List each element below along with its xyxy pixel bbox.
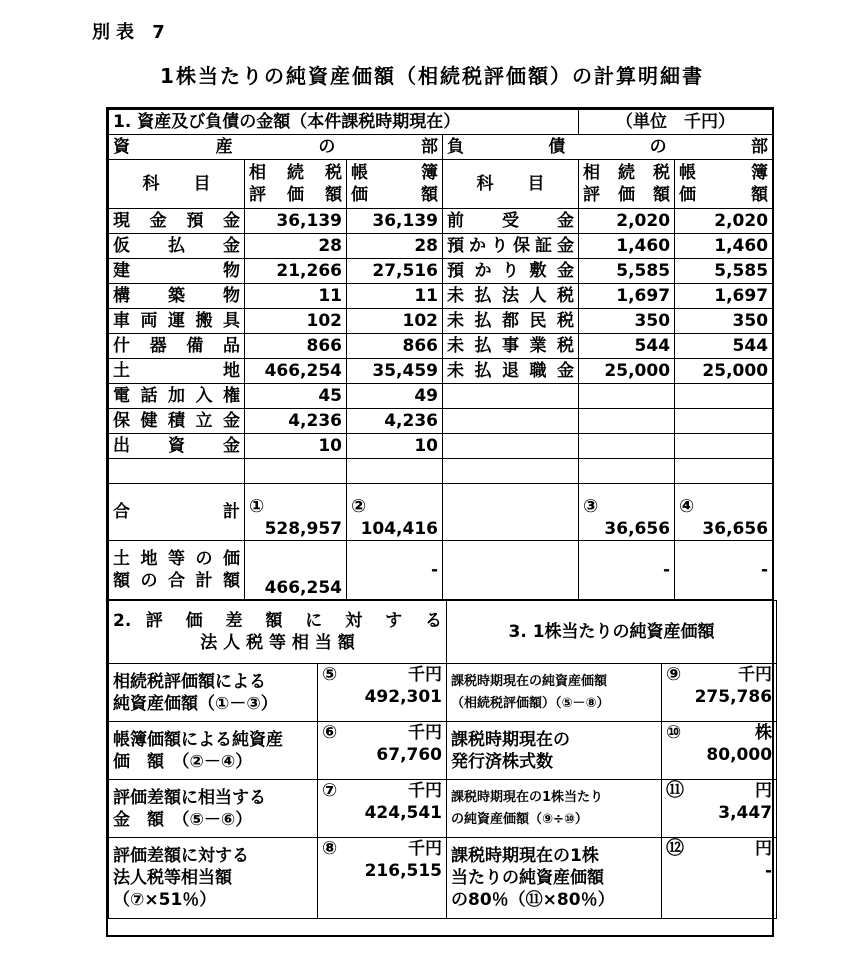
liability-book-value: 544 [675, 334, 773, 359]
unit-label: （単位 千円） [579, 110, 773, 135]
asset-tax-value: 45 [245, 384, 347, 409]
asset-tax-value: 10 [245, 434, 347, 459]
liability-name: 預かり保証金 [443, 234, 579, 259]
asset-book-value: 11 [347, 284, 443, 309]
assets-heading: 資 産 の 部 [109, 135, 443, 160]
liability-tax-value: 1,697 [579, 284, 675, 309]
asset-book-value: 35,459 [347, 359, 443, 384]
asset-name: 電話加入権 [109, 384, 245, 409]
calculation-sheet [106, 107, 774, 937]
liability-name [443, 409, 579, 434]
table-row [109, 359, 773, 384]
asset-tax-value: 36,139 [245, 209, 347, 234]
liability-name [443, 434, 579, 459]
liability-tax-value: 2,020 [579, 209, 675, 234]
asset-book-value: 866 [347, 334, 443, 359]
land-liability-book: - [675, 541, 773, 600]
sec2-row-label: 評価差額に対する 法人税等相当額 （⑦×51％） [109, 838, 318, 919]
total-asset-book-cell: ② 104,416 [347, 484, 443, 541]
liability-name: 前受金 [443, 209, 579, 234]
total-label: 合 計 [109, 484, 245, 541]
asset-tax-value: 102 [245, 309, 347, 334]
sec2-row-value: ⑤ 千円 492,301 [318, 664, 447, 722]
liability-book-value: 350 [675, 309, 773, 334]
asset-tax-value: 466,254 [245, 359, 347, 384]
sec3-row-label: 課税時期現在の1株当たり の純資産価額（⑨÷⑩） [447, 780, 662, 838]
liability-book-value: 5,585 [675, 259, 773, 284]
sec3-row-value: ⑨ 千円 275,786 [662, 664, 777, 722]
land-total-book: - [347, 541, 443, 600]
asset-tax-value-header: 相続税 評価額 [245, 160, 347, 209]
asset-book-value: 36,139 [347, 209, 443, 234]
liability-tax-value: 25,000 [579, 359, 675, 384]
table-row [109, 384, 773, 409]
valuation-table [108, 600, 777, 919]
sec2-row-label: 相続税評価額による 純資産価額（①－③） [109, 664, 318, 722]
liability-book-value [675, 459, 773, 484]
asset-book-value: 4,236 [347, 409, 443, 434]
section3-title: 3. 1株当たりの純資産価額 [447, 601, 777, 664]
liability-tax-value [579, 409, 675, 434]
liability-name: 未払退職金 [443, 359, 579, 384]
liability-name: 未払都民税 [443, 309, 579, 334]
sec3-row-value: ⑩ 株 80,000 [662, 722, 777, 780]
liability-name: 未払法人税 [443, 284, 579, 309]
sec3-row-value: ⑪ 円 3,447 [662, 780, 777, 838]
asset-name: 出資金 [109, 434, 245, 459]
liability-name [443, 459, 579, 484]
asset-name: 仮払金 [109, 234, 245, 259]
valuation-row [109, 780, 777, 838]
asset-tax-value [245, 459, 347, 484]
total-liability-book-cell: ④ 36,656 [675, 484, 773, 541]
asset-subject-header: 科 目 [109, 160, 245, 209]
asset-tax-value: 21,266 [245, 259, 347, 284]
land-liability-blank [443, 541, 579, 600]
liability-book-value: 2,020 [675, 209, 773, 234]
asset-name: 建物 [109, 259, 245, 284]
liability-name: 未払事業税 [443, 334, 579, 359]
asset-tax-value: 866 [245, 334, 347, 359]
table-row [109, 459, 773, 484]
asset-name: 什器備品 [109, 334, 245, 359]
asset-name: 現金預金 [109, 209, 245, 234]
liability-tax-value-header: 相続税 評価額 [579, 160, 675, 209]
total-asset-tax-cell: ① 528,957 [245, 484, 347, 541]
asset-name: 土地 [109, 359, 245, 384]
valuation-row [109, 664, 777, 722]
asset-book-value: 27,516 [347, 259, 443, 284]
sec3-row-label: 課税時期現在の1株 当たりの純資産価額 の80％（⑪×80％） [447, 838, 662, 919]
total-liability-tax-cell: ③ 36,656 [579, 484, 675, 541]
table-row [109, 434, 773, 459]
asset-tax-value: 11 [245, 284, 347, 309]
sec2-row-label: 帳簿価額による純資産 価 額 （②－④） [109, 722, 318, 780]
asset-tax-value: 28 [245, 234, 347, 259]
asset-book-value: 102 [347, 309, 443, 334]
sec3-row-label: 課税時期現在の 発行済株式数 [447, 722, 662, 780]
liabilities-heading: 負 債 の 部 [443, 135, 773, 160]
sec2-row-value: ⑥ 千円 67,760 [318, 722, 447, 780]
section2-title: 2. 評 価 差 額 に 対 す る 法 人 税 等 相 当 額 [109, 601, 447, 664]
table-row [109, 284, 773, 309]
asset-book-value: 10 [347, 434, 443, 459]
asset-book-value: 28 [347, 234, 443, 259]
liability-book-value [675, 434, 773, 459]
form-number-label: 別表 7 [92, 22, 171, 43]
liability-tax-value [579, 434, 675, 459]
asset-name: 車両運搬具 [109, 309, 245, 334]
sec2-row-value: ⑧ 千円 216,515 [318, 838, 447, 919]
asset-name: 保健積立金 [109, 409, 245, 434]
land-liability-tax: - [579, 541, 675, 600]
asset-tax-value: 4,236 [245, 409, 347, 434]
valuation-row [109, 838, 777, 919]
liability-tax-value: 350 [579, 309, 675, 334]
asset-name: 構築物 [109, 284, 245, 309]
total-liability-blank [443, 484, 579, 541]
liability-tax-value [579, 459, 675, 484]
liability-book-value [675, 409, 773, 434]
asset-book-value-header: 帳 簿 価 額 [347, 160, 443, 209]
sec2-row-label: 評価差額に相当する 金 額 （⑤－⑥） [109, 780, 318, 838]
liability-tax-value: 5,585 [579, 259, 675, 284]
liability-tax-value: 1,460 [579, 234, 675, 259]
table-row [109, 234, 773, 259]
assets-liabilities-table [108, 109, 773, 600]
sec3-row-value: ⑫ 円 - [662, 838, 777, 919]
land-total-tax: 466,254 [245, 541, 347, 600]
table-row [109, 309, 773, 334]
form-title: 1株当たりの純資産価額（相続税評価額）の計算明細書 [160, 64, 704, 88]
liability-book-value: 25,000 [675, 359, 773, 384]
valuation-row [109, 722, 777, 780]
sec2-row-value: ⑦ 千円 424,541 [318, 780, 447, 838]
liability-book-value [675, 384, 773, 409]
liability-book-value: 1,460 [675, 234, 773, 259]
table-row [109, 334, 773, 359]
liability-name [443, 384, 579, 409]
land-total-label: 土地等の価 額の合計額 [109, 541, 245, 600]
sec3-row-label: 課税時期現在の純資産価額 （相続税評価額）（⑤－⑧） [447, 664, 662, 722]
liability-book-value-header: 帳 簿 価 額 [675, 160, 773, 209]
asset-book-value: 49 [347, 384, 443, 409]
section1-title: 1. 資産及び負債の金額（本件課税時期現在） [109, 110, 579, 135]
asset-book-value [347, 459, 443, 484]
table-row [109, 409, 773, 434]
liability-book-value: 1,697 [675, 284, 773, 309]
table-row [109, 209, 773, 234]
liability-subject-header: 科 目 [443, 160, 579, 209]
liability-tax-value [579, 384, 675, 409]
liability-tax-value: 544 [579, 334, 675, 359]
liability-name: 預かり敷金 [443, 259, 579, 284]
asset-name [109, 459, 245, 484]
table-row [109, 259, 773, 284]
